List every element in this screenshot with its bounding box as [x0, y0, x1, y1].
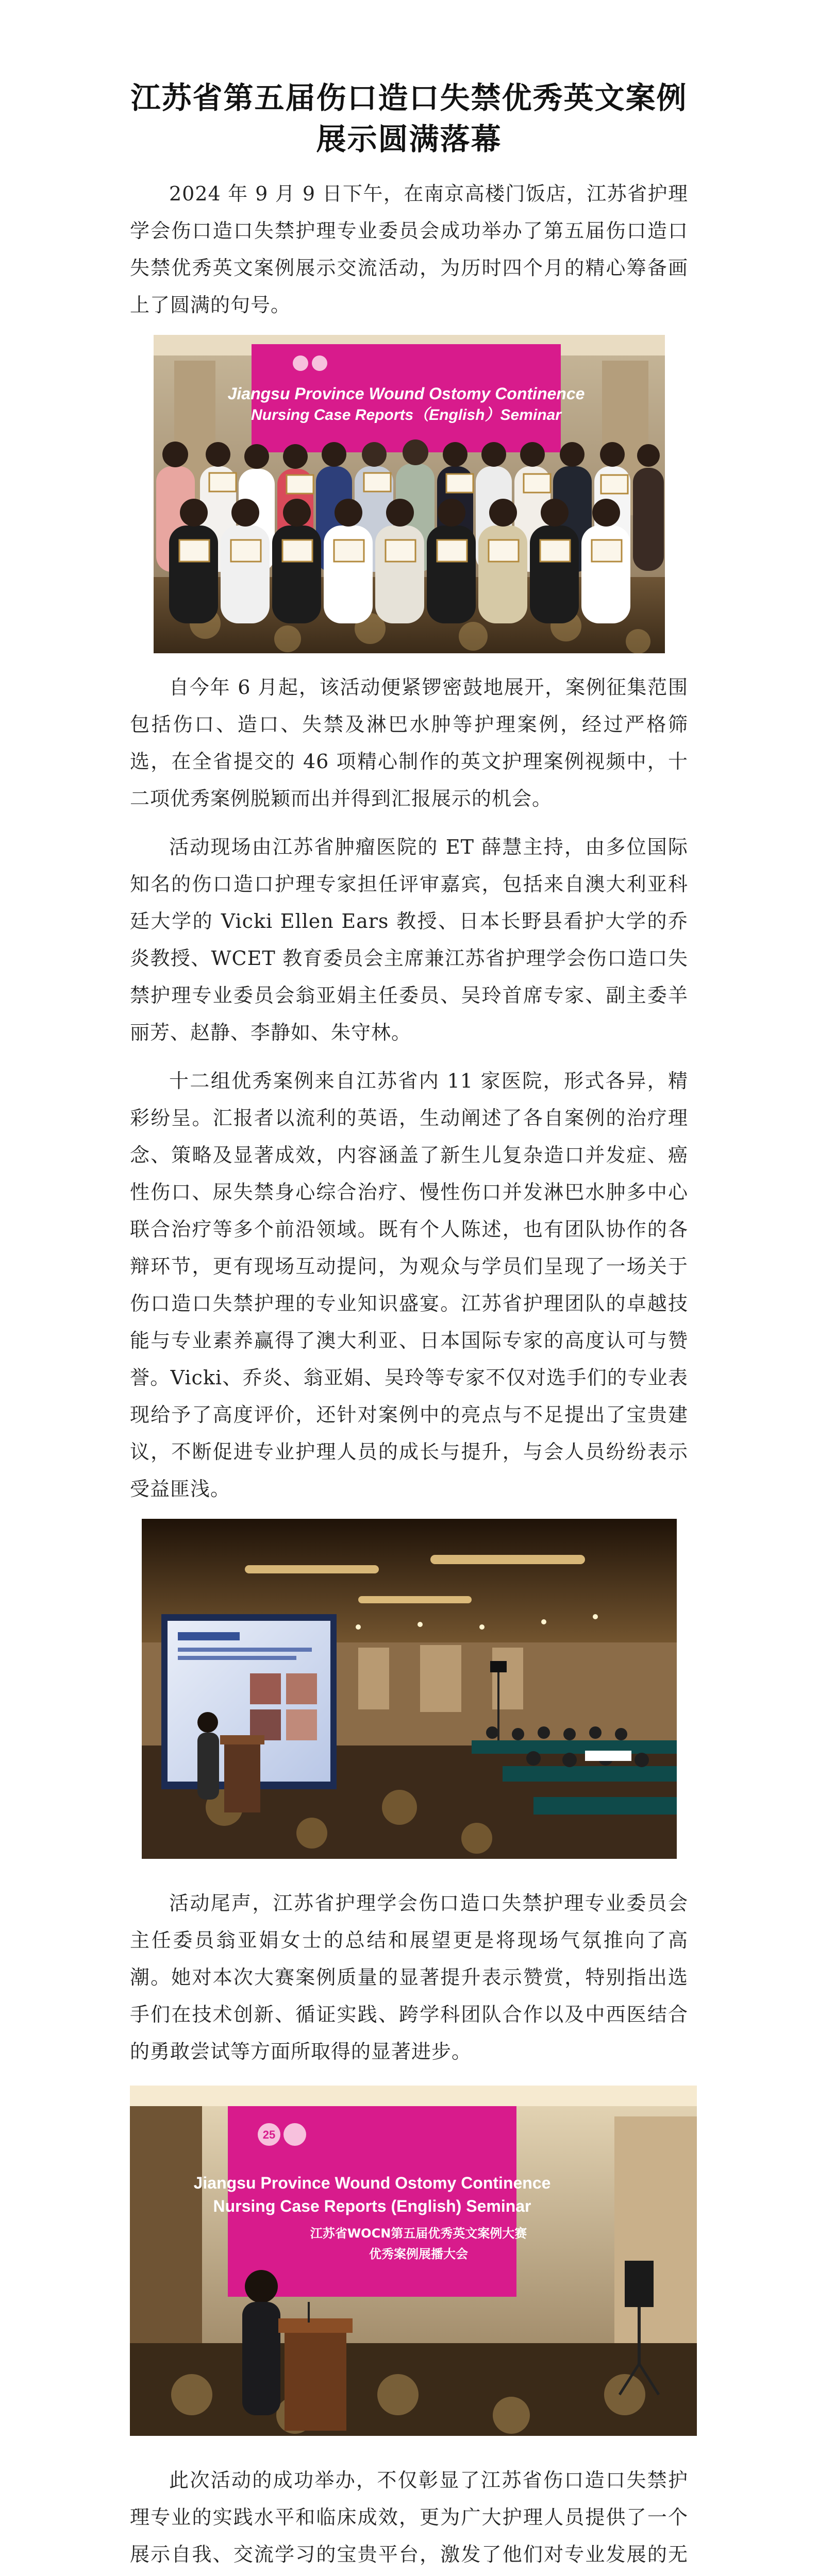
speaker-photo: [130, 2086, 697, 2436]
conference-hall-photo: [142, 1519, 677, 1859]
article-title: [130, 77, 688, 160]
title-line-1: 江苏省第五届伤口造口失禁优秀英文案例: [130, 80, 688, 115]
banner-1-line-1: Jiangsu Province Wound Ostomy Continence: [227, 384, 585, 403]
paragraph-cases: 十二组优秀案例来自江苏省内 11 家医院，形式各异，精彩纷呈。汇报者以流利的英语，生动阐述了各自案例的治疗理念、策略及显著成效，内容涵盖了新生儿复杂造口并发症、癌性伤口、尿失禁身心综合治疗、慢性伤口并发淋巴水肿多中心联合治疗等多个前沿领域。既有个人陈述，也有团队协作的各辩环节，更有现场互动提问，为观众与学员们呈现了一场关于伤口造口失禁护理的专业知识盛宴。江苏省护理团队的卓越技能与专业素养赢得了澳大利亚、日本国际专家的高度认可与赞誉。Vicki、乔炎、翁亚娟、吴玲等专家不仅对选手们的专业表现给予了高度评价，还针对案例中的亮点与不足提出了宝贵建议，不断促进专业护理人员的成长与提升，与会人员纷纷表示受益匪浅。: [130, 1070, 688, 1500]
banner-3-line-4: 优秀案例展播大会: [369, 2247, 468, 2261]
paragraph-conclusion: 此次活动的成功举办，不仅彰显了江苏省伤口造口失禁护理专业的实践水平和临床成效，更为广大护理人员提供了一个展示自我、交流学习的宝贵平台，激发了他们对专业发展的无: [130, 2469, 688, 2566]
banner-3-badge: 25: [262, 2128, 276, 2141]
paragraph-judges: 活动现场由江苏省肿瘤医院的 ET 薛慧主持，由多位国际知名的伤口造口护理专家担任评审嘉宾，包括来自澳大利亚科廷大学的 Vicki Ellen Ears 教授、日本长野县看护大学的乔炎教授、WCET 教育委员会主席兼江苏省护理学会伤口造口失禁护理专业委员会翁亚娟主任委员、吴玲首席专家、副主委羊丽芳、赵静、李静如、朱守林。: [130, 836, 688, 1044]
group-photo-image: [154, 335, 665, 653]
paragraph-closing-summary: 活动尾声，江苏省护理学会伤口造口失禁护理专业委员会主任委员翁亚娟女士的总结和展望更是将现场气氛推向了高潮。她对本次大赛案例质量的显著提升表示赞赏，特别指出选手们在技术创新、循证实践、跨学科团队合作以及中西医结合的勇敢尝试等方面所取得的显著进步。: [130, 1892, 688, 2063]
banner-3-line-2: Nursing Case Reports (English) Seminar: [213, 2197, 531, 2215]
banner-3-line-3: 江苏省WOCN第五届优秀英文案例大赛: [310, 2226, 527, 2241]
conference-hall-image: [142, 1519, 677, 1859]
paragraph-intro: 2024 年 9 月 9 日下午，在南京高楼门饭店，江苏省护理学会伤口造口失禁护理专业委员会成功举办了第五届伤口造口失禁优秀英文案例展示交流活动，为历时四个月的精心筹备画上了圆满的句号。: [130, 182, 688, 316]
banner-1-line-2: Nursing Case Reports（English）Seminar: [251, 406, 561, 423]
paragraph-timeline: 自今年 6 月起，该活动便紧锣密鼓地展开，案例征集范围包括伤口、造口、失禁及淋巴水肿等护理案例，经过严格筛选，在全省提交的 46 项精心制作的英文护理案例视频中，十二项优秀案例脱颖而出并得到汇报展示的机会。: [130, 676, 688, 810]
banner-3-line-1: Jiangsu Province Wound Ostomy Continence: [193, 2174, 551, 2192]
speaker-image: [130, 2086, 697, 2436]
title-line-2: 展示圆满落幕: [316, 122, 502, 157]
group-photo: [154, 335, 665, 653]
